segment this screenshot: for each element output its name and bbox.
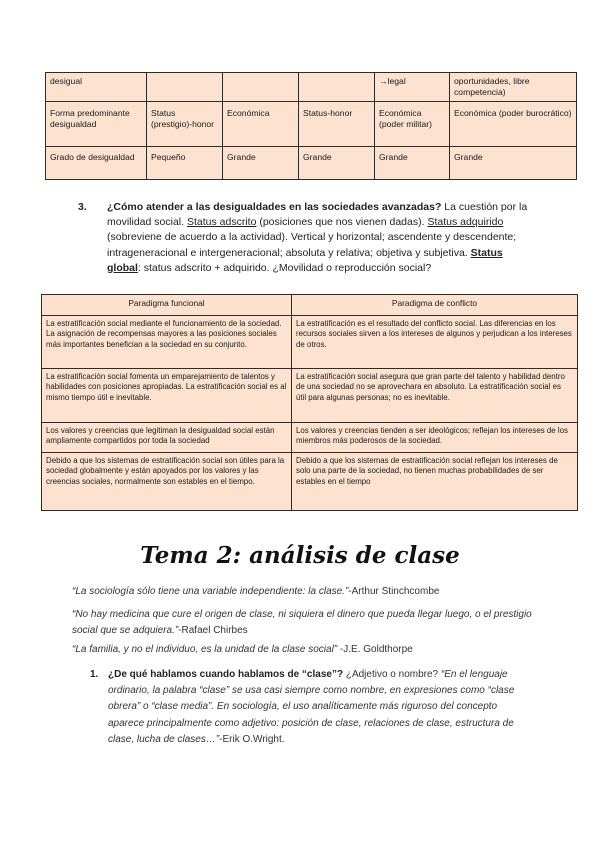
- table-cell: Grande: [223, 147, 299, 180]
- quote-text: “No hay medicina que cure el origen de clase, ni siquiera el dinero que pueda llegar luego, o el prestigio social que se adquiera.”: [72, 609, 532, 636]
- table-row: [42, 316, 578, 369]
- quote-2: [72, 607, 542, 638]
- table-cell: Debido a que los sistemas de estratificación social reflejan los intereses de solo una parte de la sociedad, no tienen muchas probabilidades de ser estables en el tiempo: [292, 453, 578, 511]
- table-cell: La estratificación social fomenta un emparejamiento de talentos y habilidades con posiciones apropiadas. La estratificación social es al mismo tiempo útil e inevitable.: [42, 369, 292, 423]
- status-adquirido-term: Status adquirido: [427, 216, 504, 229]
- quote-text: “La familia, y no el individuo, es la unidad de la clase social”: [72, 644, 338, 655]
- section-3-body: [107, 200, 539, 276]
- table-cell: Grado de desigualdad: [46, 147, 147, 180]
- table-cell: Los valores y creencias tienden a ser ideológicos; reflejan los intereses de los miembros más poderosos de la sociedad.: [292, 423, 578, 453]
- list-number: 3.: [78, 201, 87, 213]
- status-global-term: Status global: [107, 246, 503, 274]
- quote-author: -Rafael Chirbes: [178, 624, 248, 636]
- section-1-question: ¿De qué hablamos cuando hablamos de “clase”?: [108, 669, 344, 680]
- quote-text: “La sociología sólo tiene una variable independiente: la clase.”: [72, 586, 349, 597]
- table-cell: Económica: [223, 102, 299, 147]
- quote-author: -J.E. Goldthorpe: [337, 644, 413, 655]
- section-3-text: (posiciones que nos vienen dadas).: [256, 216, 428, 229]
- section-3-text: (sobreviene de acuerdo a la actividad). Vertical y horizontal; ascendente y descendente; intrageneracional e intergeneracional; absoluta y relativa; objetiva y subjetiva.: [107, 231, 517, 259]
- table-cell: Status-honor: [299, 102, 375, 147]
- section-3-text: : status adscrito + adquirido. ¿Movilidad o reproducción social?: [137, 261, 432, 274]
- table-cell: La estratificación social asegura que gran parte del talento y habilidad dentro de una sociedad no se aprovechara en absoluto. La estratificación social es útil para algunas personas; no es inevitable.: [292, 369, 578, 423]
- table-cell: Grande: [299, 147, 375, 180]
- section-3-text: La cuestión por la movilidad social.: [107, 201, 528, 229]
- table-cell: Económica (poder burocrático): [450, 102, 577, 147]
- section-1-quote: “En el lenguaje ordinario, la palabra “clase” se usa casi siempre como nombre, en expresiones como “clase obrera” o “clase media”. En sociología, el uso analíticamente más riguroso del concepto aparece principalmente como adjetivo: posición de clase, relaciones de clase, estructura de clase, lucha de clases…”: [108, 669, 515, 745]
- table-cell: oportunidades, libre competencia): [450, 73, 577, 102]
- section-1-body: [108, 667, 533, 748]
- list-number: 1.: [90, 669, 99, 680]
- table-header-row: [42, 295, 578, 316]
- desigualdad-table: [45, 72, 577, 180]
- table-cell: La estratificación es el resultado del conflicto social. Las diferencias en los recursos sociales sirven a los intereses de algunos y perjudican a los intereses de otros.: [292, 316, 578, 369]
- table-cell: Grande: [450, 147, 577, 180]
- table-cell: →legal: [375, 73, 450, 102]
- quote-1: [72, 584, 542, 600]
- table-row: [46, 102, 577, 147]
- paradigm-table: [41, 294, 578, 511]
- table-row: [42, 369, 578, 423]
- status-adscrito-term: Status adscrito: [186, 216, 257, 229]
- table-cell: Grande: [375, 147, 450, 180]
- table-row: [42, 453, 578, 511]
- table-cell: [223, 73, 299, 102]
- quote-3: [72, 642, 542, 658]
- table-row: [46, 147, 577, 180]
- section-1-author: -Erik O.Wright.: [219, 733, 285, 745]
- section-3-question: ¿Cómo atender a las desigualdades en las sociedades avanzadas?: [107, 201, 442, 213]
- column-header: Paradigma funcional: [42, 295, 292, 316]
- table-cell: Pequeño: [147, 147, 223, 180]
- quote-author: -Arthur Stinchcombe: [348, 586, 440, 597]
- table-cell: desigual: [46, 73, 147, 102]
- table-cell: [147, 73, 223, 102]
- table-cell: Forma predominante desigualdad: [46, 102, 147, 147]
- column-header: Paradigma de conflicto: [292, 295, 578, 316]
- section-1-text: ¿Adjetivo o nombre?: [343, 669, 441, 680]
- table-cell: Status (prestigio)-honor: [147, 102, 223, 147]
- page-title: Tema 2: análisis de clase: [140, 542, 460, 569]
- table-cell: Debido a que los sistemas de estratificación social son útiles para la sociedad globalmente y están apoyados por los valores y las creencias sociales, normalmente son estables en el tiempo.: [42, 453, 292, 511]
- table-cell: Los valores y creencias que legitiman la desigualdad social están ampliamente compartidos por toda la sociedad: [42, 423, 292, 453]
- table-row: [46, 73, 577, 102]
- table-cell: La estratificación social mediante el funcionamiento de la sociedad. La asignación de recompensas mayores a las posiciones sociales más importantes benefician a la sociedad en su conjunto.: [42, 316, 292, 369]
- table-row: [42, 423, 578, 453]
- table-cell: [299, 73, 375, 102]
- table-cell: Económica (poder militar): [375, 102, 450, 147]
